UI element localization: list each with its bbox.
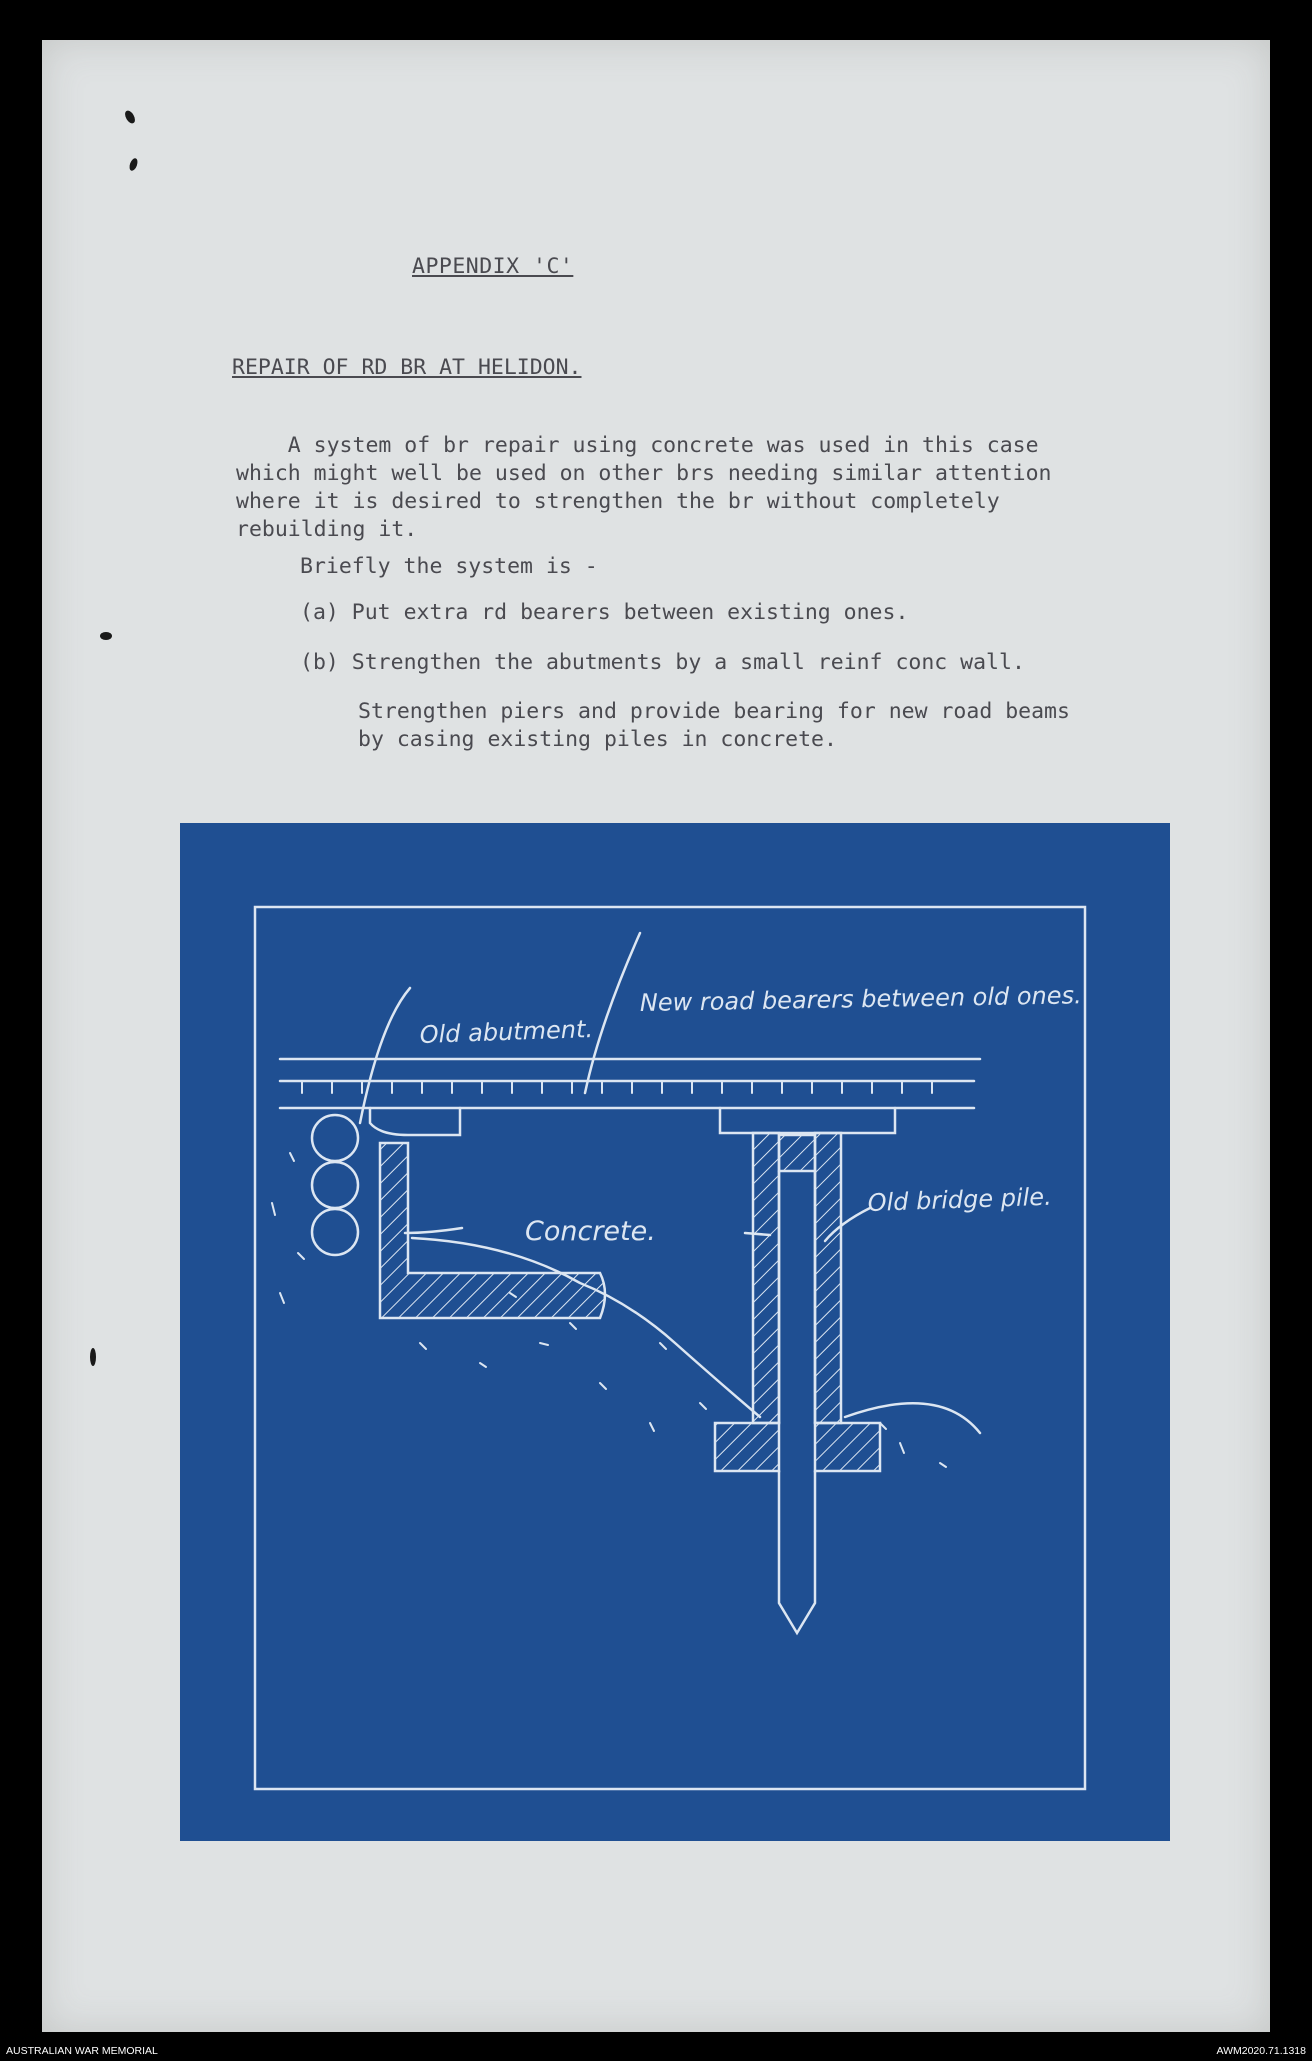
abutment-log xyxy=(312,1209,358,1255)
pile-head xyxy=(779,1135,815,1171)
page-title: APPENDIX 'C' xyxy=(412,254,574,279)
label-old-pile: Old bridge pile. xyxy=(867,1182,1053,1217)
ground-line xyxy=(412,1238,760,1417)
label-new-bearers: New road bearers between old ones. xyxy=(639,981,1082,1017)
old-bridge-pile xyxy=(779,1471,815,1633)
label-concrete: Concrete. xyxy=(525,1216,656,1247)
leader-concrete xyxy=(405,1228,462,1233)
drawing-frame xyxy=(255,907,1085,1789)
section-heading: REPAIR OF RD BR AT HELIDON. xyxy=(232,355,582,380)
gravel-texture xyxy=(272,1153,946,1467)
list-item-text: Strengthen piers and provide bearing for new road beams by casing existing piles in concrete. xyxy=(358,699,1070,752)
bearer-block-right xyxy=(720,1108,895,1133)
leader-new-bearers xyxy=(585,933,640,1093)
list-item xyxy=(300,600,908,625)
footer-source: AUSTRALIAN WAR MEMORIAL xyxy=(6,2045,158,2057)
list-marker: (a) xyxy=(300,600,339,625)
pile-casing-left xyxy=(753,1133,779,1423)
list-item-text: Strengthen the abutments by a small reinf conc wall. xyxy=(351,650,1025,675)
bridge-repair-sketch xyxy=(180,823,1170,1841)
list-item xyxy=(358,698,1070,754)
bearer-block-left xyxy=(370,1108,460,1135)
pile-casing-right xyxy=(815,1133,841,1423)
punch-mark xyxy=(90,1348,96,1366)
list-item-text: Put extra rd bearers between existing ones. xyxy=(351,600,909,625)
footer-accession: AWM2020.71.1318 xyxy=(1216,2045,1306,2057)
list-item xyxy=(300,650,1025,675)
pile-footing xyxy=(815,1423,880,1471)
abutment-log xyxy=(312,1162,358,1208)
list-marker: (b) xyxy=(300,650,339,675)
label-old-abutment: Old abutment. xyxy=(419,1014,594,1049)
punch-mark xyxy=(100,632,112,640)
pile-footing xyxy=(715,1423,779,1471)
punch-mark xyxy=(123,109,137,125)
deck-planks xyxy=(302,1081,932,1093)
punch-mark xyxy=(128,157,139,172)
body-paragraph: A system of br repair using concrete was used in this case which might well be used on other brs needing similar attention where it is desired to strengthen the br without completely rebuilding it. xyxy=(236,433,1052,542)
blueprint-diagram xyxy=(180,823,1170,1841)
leader-old-abutment xyxy=(360,988,410,1123)
abutment-log xyxy=(312,1115,358,1161)
list-intro: Briefly the system is - xyxy=(300,554,598,579)
